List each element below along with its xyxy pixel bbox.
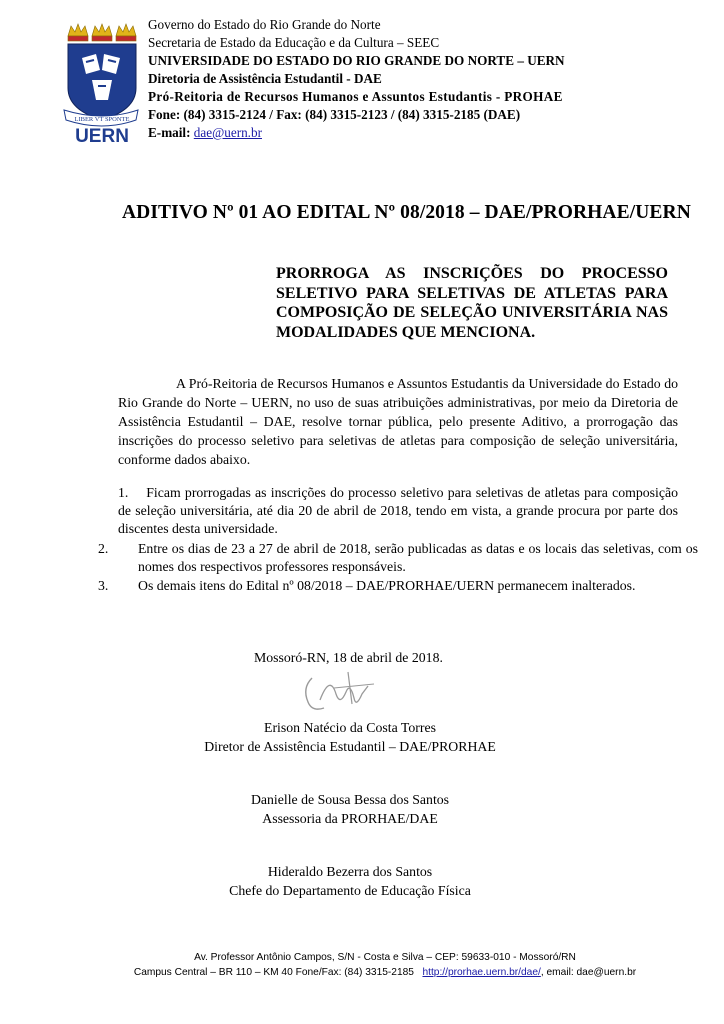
- handwritten-signature: [290, 664, 400, 722]
- footer-contact: [100, 965, 670, 980]
- svg-text:LIBER VT SPONTE: LIBER VT SPONTE: [74, 116, 130, 123]
- signatory-role: Diretor de Assistência Estudantil – DAE/PRORHAE: [204, 739, 496, 754]
- document-summary: PRORROGA AS INSCRIÇÕES DO PROCESSO SELETIVO PARA SELETIVAS DE ATLETAS PARA COMPOSIÇÃO DE SELEÇÃO UNIVERSITÁRIA NAS MODALIDADES QUE MENCIONA.: [276, 265, 668, 341]
- header-line-directorate: Diretoria de Assistência Estudantil - DAE: [148, 71, 382, 86]
- header-line-prorectorate: Pró-Reitoria de Recursos Humanos e Assuntos Estudantis - PROHAE: [148, 89, 563, 104]
- intro-paragraph: A Pró-Reitoria de Recursos Humanos e Assuntos Estudantis da Universidade do Estado do Rio Grande do Norte – UERN, no uso de suas atribuições administrativas, por meio da Diretoria de Assistência Estudantil – DAE, resolve tornar pública, pelo presente Aditivo, a prorrogação das inscrições do processo seletivo para seletivas de atletas para composição de seleção universitária, conforme dados abaixo.: [118, 376, 678, 467]
- signatory-block: [180, 790, 520, 828]
- header-line-university: UNIVERSIDADE DO ESTADO DO RIO GRANDE DO NORTE – UERN: [148, 53, 565, 68]
- header-line-email: [148, 124, 262, 142]
- header-line-secretariat: Secretaria de Estado da Educação e da Cultura – SEEC: [148, 35, 440, 50]
- signatory-name: Danielle de Sousa Bessa dos Santos: [250, 792, 450, 807]
- list-item: [98, 577, 698, 595]
- email-label: E-mail:: [148, 125, 194, 140]
- list-item-text: Entre os dias de 23 a 27 de abril de 2018, serão publicadas as datas e os locais das seletivas, com os nomes dos respectivos professores responsáveis.: [138, 541, 698, 574]
- email-link[interactable]: dae@uern.br: [193, 125, 262, 140]
- footer-address: Av. Professor Antônio Campos, S/N - Costa e Silva – CEP: 59633-010 - Mossoró/RN: [194, 952, 576, 963]
- svg-text:UERN: UERN: [75, 126, 129, 146]
- signatory-role: Chefe do Departamento de Educação Física: [229, 883, 471, 898]
- list-item-number: 1.: [118, 485, 129, 500]
- list-item-text: Ficam prorrogadas as inscrições do processo seletivo para seletivas de atletas para composição de seleção universitária, até dia 20 de abril de 2018, tendo em vista, a grande procura por parte dos discentes desta universidade.: [118, 485, 678, 536]
- footer-campus: Campus Central – BR 110 – KM 40 Fone/Fax: (84) 3315-2185: [133, 967, 414, 978]
- signatory-role: Assessoria da PRORHAE/DAE: [262, 811, 438, 826]
- signatory-block: [180, 862, 520, 900]
- uern-logo: [62, 18, 140, 146]
- page-footer: [100, 950, 670, 980]
- footer-email: , email: dae@uern.br: [540, 967, 637, 978]
- place-date: Mossoró-RN, 18 de abril de 2018.: [254, 650, 443, 665]
- list-item-text: Os demais itens do Edital nº 08/2018 – DAE/PRORHAE/UERN permanecem inalterados.: [138, 578, 636, 593]
- list-item-number: 3.: [98, 578, 109, 593]
- list-item: [98, 540, 698, 576]
- header-line-phone: Fone: (84) 3315-2124 / Fax: (84) 3315-2123 / (84) 3315-2185 (DAE): [148, 107, 521, 122]
- footer-website-link[interactable]: http://prorhae.uern.br/dae/: [422, 967, 541, 978]
- signatory-name: Hideraldo Bezerra dos Santos: [267, 864, 433, 879]
- signatory-block: [180, 718, 520, 756]
- crown-icon: [68, 24, 136, 41]
- list-item: [118, 484, 678, 538]
- header-line-government: Governo do Estado do Rio Grande do Norte: [148, 17, 381, 32]
- signatory-name: Erison Natécio da Costa Torres: [264, 720, 436, 735]
- document-title: ADITIVO Nº 01 AO EDITAL Nº 08/2018 – DAE/PRORHAE/UERN: [122, 202, 691, 223]
- list-item-number: 2.: [98, 541, 109, 556]
